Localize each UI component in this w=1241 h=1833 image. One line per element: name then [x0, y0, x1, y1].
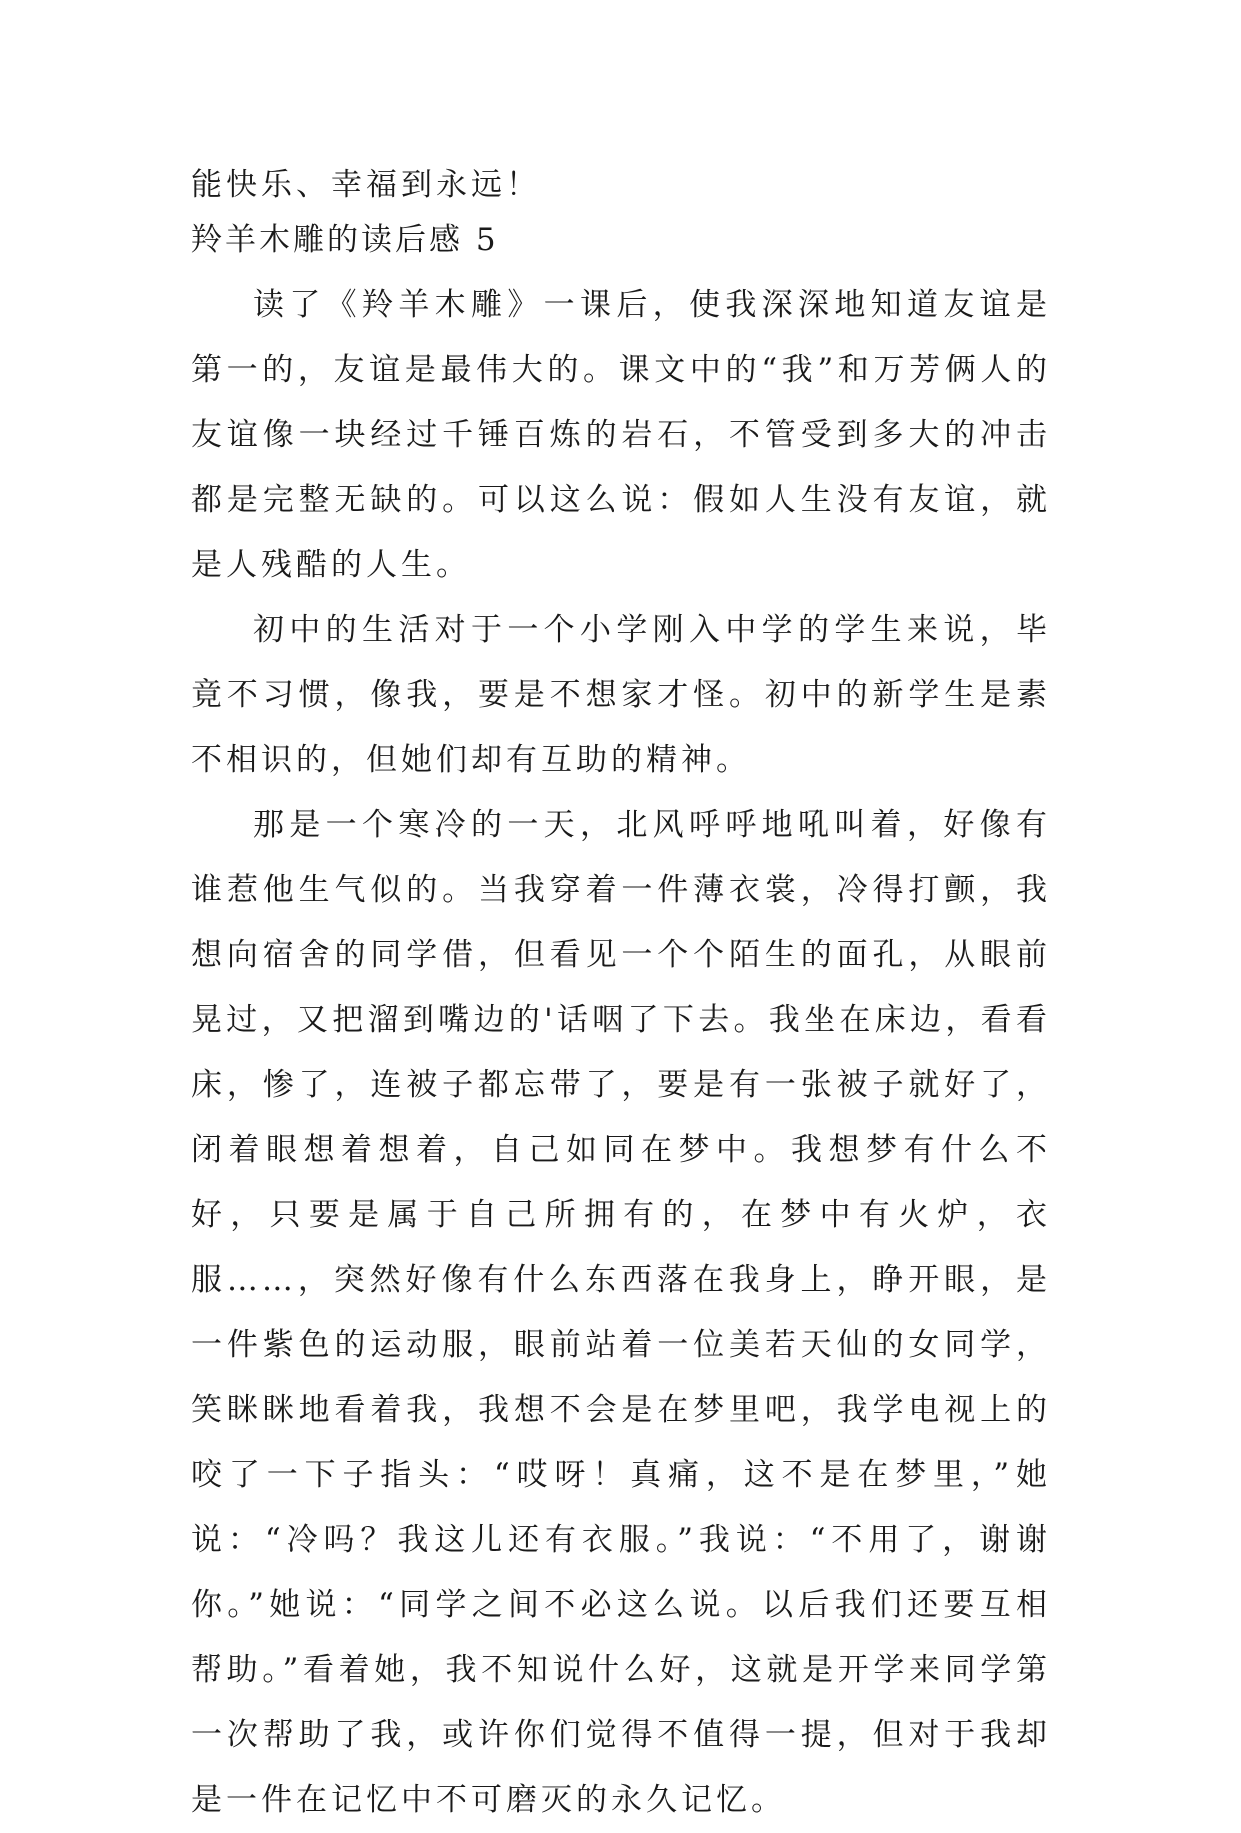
- paragraph-3: 那是一个寒冷的一天，北风呼呼地吼叫着，好像有谁惹他生气似的。当我穿着一件薄衣裳，冷得打颤，我想向宿舍的同学借，但看见一个个陌生的面孔，从眼前晃过，又把溜到嘴边的'话咽了下去。我坐在床边，看看床，惨了，连被子都忘带了，要是有一张被子就好了，闭着眼想着想着，自己如同在梦中。我想梦有什么不好，只要是属于自己所拥有的，在梦中有火炉，衣服……，突然好像有什么东西落在我身上，睁开眼，是一件紫色的运动服，眼前站着一位美若天仙的女同学，笑眯眯地看着我，我想不会是在梦里吧，我学电视上的咬了一下子指头：“哎呀！真痛，这不是在梦里，”她说：“冷吗？我这儿还有衣服。”我说：“不用了，谢谢你。”她说：“同学之间不必这么说。以后我们还要互相帮助。”看着她，我不知说什么好，这就是开学来同学第一次帮助了我，或许你们觉得不值得一提，但对于我却是一件在记忆中不可磨灭的永久记忆。: [191, 807, 1051, 1818]
- document-body: [191, 158, 1051, 1833]
- lead-line: 能快乐、幸福到永远！: [191, 167, 541, 203]
- paragraph-2: 初中的生活对于一个小学刚入中学的学生来说，毕竟不习惯，像我，要是不想家才怪。初中的新学生是素不相识的，但她们却有互助的精神。: [191, 612, 1051, 778]
- essay-title: 羚羊木雕的读后感 5: [191, 222, 499, 258]
- paragraph-1: 读了《羚羊木雕》一课后，使我深深地知道友谊是第一的，友谊是最伟大的。课文中的“我”和万芳俩人的友谊像一块经过千锤百炼的岩石，不管受到多大的冲击都是完整无缺的。可以这么说：假如人生没有友谊，就是人残酷的人生。: [191, 287, 1051, 583]
